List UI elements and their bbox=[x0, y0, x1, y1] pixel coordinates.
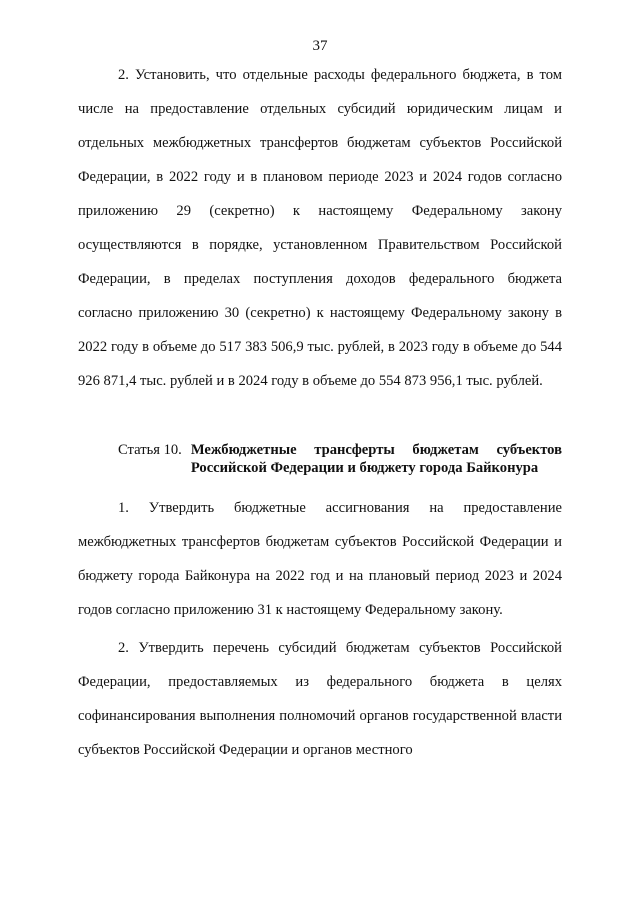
article-heading bbox=[118, 441, 562, 477]
paragraph-article-10-item-2: 2. Утвердить перечень субсидий бюджетам субъектов Российской Федерации, предоставляемых из федерального бюджета в целях софинансирования выполнения полномочий органов государственной власти субъектов Российской Федерации и органов местного bbox=[78, 640, 562, 758]
paragraph-article-10-item-1: 1. Утвердить бюджетные ассигнования на предоставление межбюджетных трансфертов бюджетам субъектов Российской Федерации и бюджету города Байконура на 2022 год и на плановый период 2023 и 2024 годов согласно приложению 31 к настоящему Федеральному закону. bbox=[78, 500, 562, 618]
page-number: 37 bbox=[312, 38, 328, 54]
paragraph-article-9-item-2: 2. Установить, что отдельные расходы федерального бюджета, в том числе на предоставление отдельных субсидий юридическим лицам и отдельных межбюджетных трансфертов бюджетам субъектов Российской Федерации, в 2022 году и в плановом периоде 2023 и 2024 годов согласно приложению 29 (секретно) к настоящему Федеральному закону осуществляются в порядке, установленном Правительством Российской Федерации, в пределах поступления доходов федерального бюджета согласно приложению 30 (секретно) к настоящему Федеральному закону в 2022 году в объеме до 517 383 506,9 тыс. рублей, в 2023 году в объеме до 544 926 871,4 тыс. рублей и в 2024 году в объеме до 554 873 956,1 тыс. рублей. bbox=[78, 67, 562, 389]
article-title: Межбюджетные трансферты бюджетам субъектов Российской Федерации и бюджету города Байконура bbox=[190, 442, 562, 476]
article-label: Статья 10. bbox=[118, 442, 182, 458]
